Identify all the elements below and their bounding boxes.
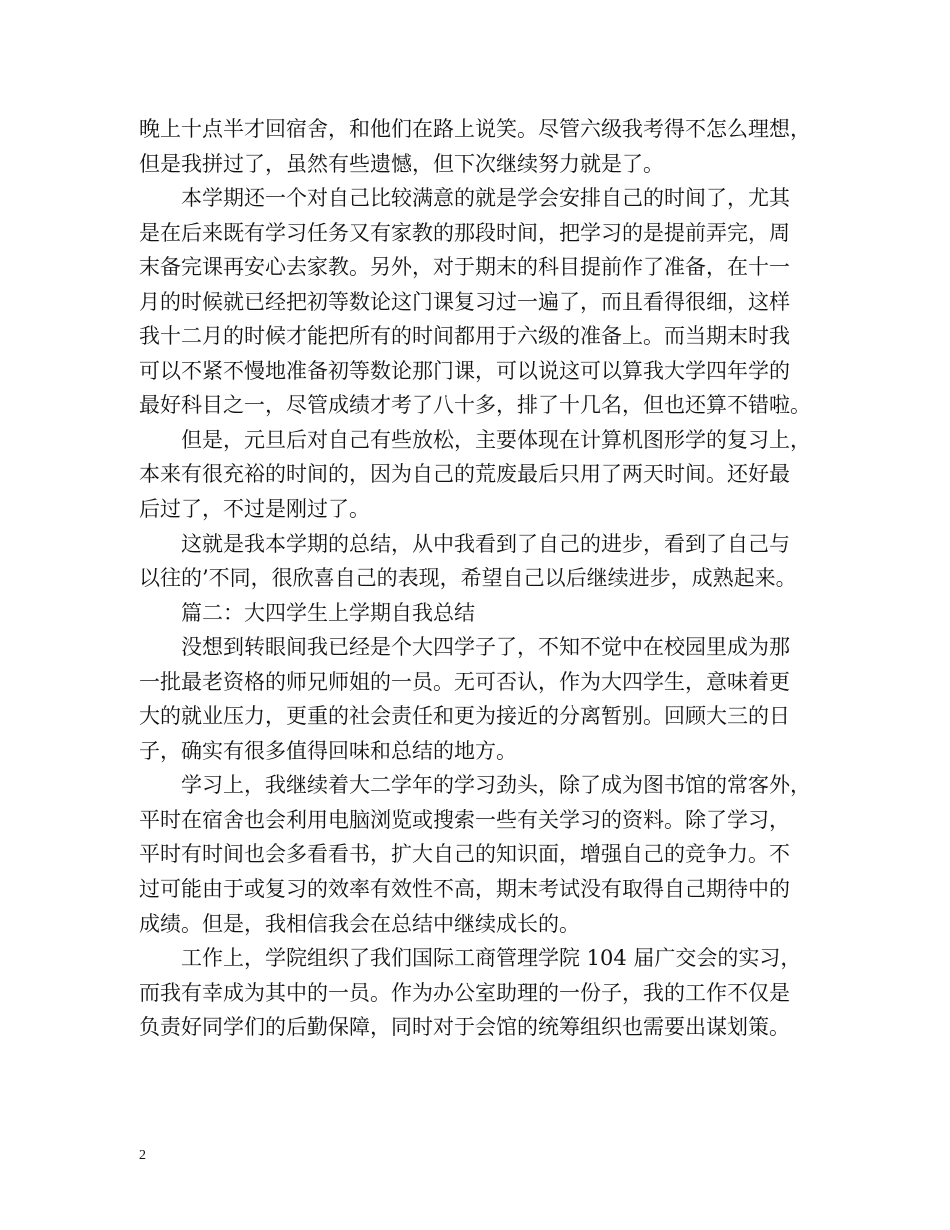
text-line: 而我有幸成为其中的一员。作为办公室助理的一份子，我的工作不仅是 xyxy=(139,980,790,1005)
text-line: 末备完课再安心去家教。另外，对于期末的科目提前作了准备，在十一 xyxy=(139,255,790,280)
text-line: 以往的’不同，很欣喜自己的表现，希望自己以后继续进步，成熟起来。 xyxy=(139,566,797,591)
text-line: 大的就业压力，更重的社会责任和更为接近的分离暂别。回顾大三的日 xyxy=(139,704,790,729)
text-line: 本来有很充裕的时间的，因为自己的荒废最后只用了两天时间。还好最 xyxy=(139,462,790,487)
page-number: 2 xyxy=(139,1148,146,1163)
text-line: 子，确实有很多值得回味和总结的地方。 xyxy=(139,738,517,763)
text-line: 一批最老资格的师兄师姐的一员。无可否认，作为大四学生，意味着更 xyxy=(139,669,790,694)
text-line: 学习上，我继续着大二学年的学习劲头，除了成为图书馆的常客外， xyxy=(181,773,811,798)
text-line: 本学期还一个对自己比较满意的就是学会安排自己的时间了，尤其 xyxy=(181,186,790,211)
text-line: 工作上，学院组织了我们国际工商管理学院 104 届广交会的实习， xyxy=(181,946,802,971)
text-line: 这就是我本学期的总结，从中我看到了自己的进步，看到了自己与 xyxy=(181,531,790,556)
body-text xyxy=(139,112,824,1045)
text-line: 最好科目之一，尽管成绩才考了八十多，排了十几名，但也还算不错啦。 xyxy=(139,393,811,418)
text-line: 后过了，不过是刚过了。 xyxy=(139,497,370,522)
text-line: 但是我拼过了，虽然有些遗憾，但下次继续努力就是了。 xyxy=(139,151,664,176)
text-line: 负责好同学们的后勤保障，同时对于会馆的统筹组织也需要出谋划策。 xyxy=(139,1015,790,1040)
text-line: 成绩。但是，我相信我会在总结中继续成长的。 xyxy=(139,911,580,936)
text-line: 平时有时间也会多看看书，扩大自己的知识面，增强自己的竞争力。不 xyxy=(139,842,790,867)
text-line: 平时在宿舍也会利用电脑浏览或搜索一些有关学习的资料。除了学习， xyxy=(139,807,790,832)
text-line: 可以不紧不慢地准备初等数论那门课，可以说这可以算我大学四年学的 xyxy=(139,358,790,383)
text-line: 晚上十点半才回宿舍，和他们在路上说笑。尽管六级我考得不怎么理想， xyxy=(139,117,811,141)
text-line: 但是，元旦后对自己有些放松，主要体现在计算机图形学的复习上， xyxy=(181,427,811,452)
text-line: 月的时候就已经把初等数论这门课复习过一遍了，而且看得很细，这样 xyxy=(139,289,790,314)
text-line: 是在后来既有学习任务又有家教的那段时间，把学习的是提前弄完，周 xyxy=(139,220,790,245)
text-line: 我十二月的时候才能把所有的时间都用于六级的准备上。而当期末时我 xyxy=(139,324,790,349)
section-heading: 篇二：大四学生上学期自我总结 xyxy=(181,600,475,625)
text-line: 过可能由于或复习的效率有效性不高，期末考试没有取得自己期待中的 xyxy=(139,877,790,902)
text-line: 没想到转眼间我已经是个大四学子了，不知不觉中在校园里成为那 xyxy=(181,635,790,660)
